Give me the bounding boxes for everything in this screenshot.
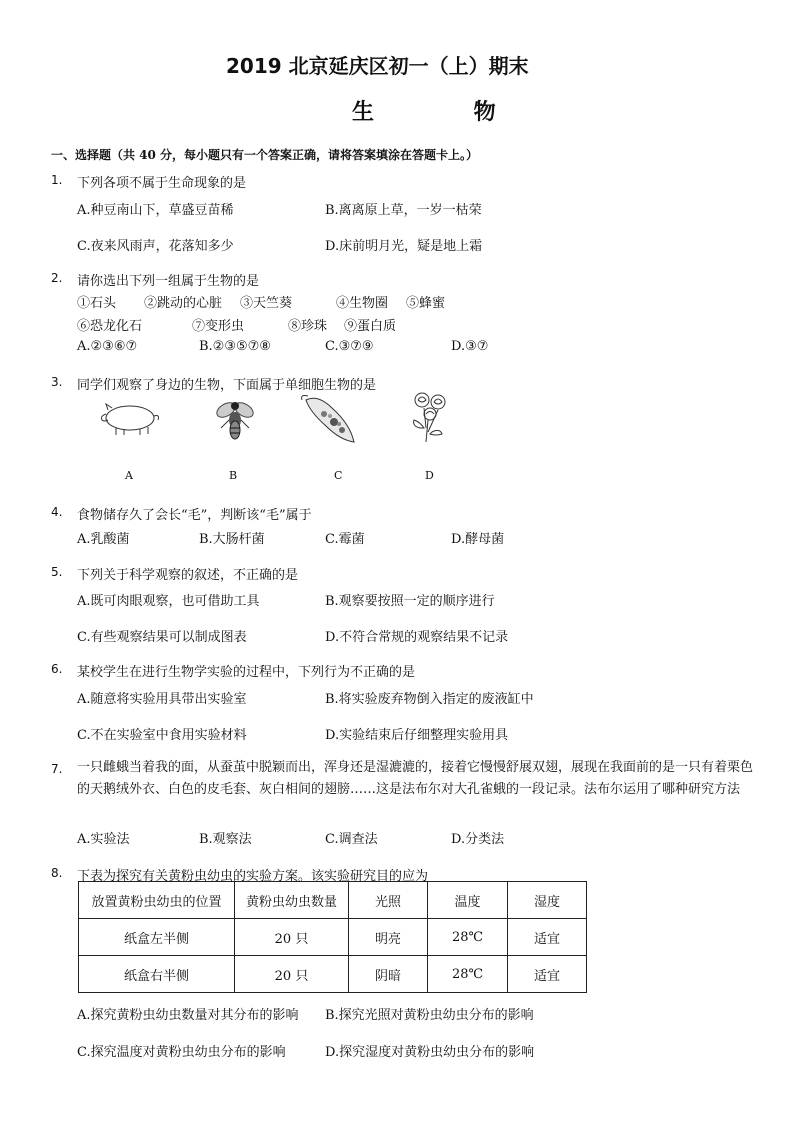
picture-label: D (425, 469, 434, 482)
option-b: B.观察要按照一定的顺序进行 (325, 594, 495, 609)
table-cell: 纸盒右半侧 (79, 956, 235, 993)
item: ⑨蛋白质 (344, 319, 397, 334)
table-cell: 适宜 (508, 956, 587, 993)
picture-label: B (229, 469, 238, 482)
item: ②跳动的心脏 (144, 296, 223, 311)
option-a: A.既可肉眼观察，也可借助工具 (77, 594, 260, 609)
question-number: 2. (51, 271, 63, 285)
question-number: 3. (51, 375, 63, 389)
option-b: B.观察法 (199, 832, 252, 847)
item: ⑥恐龙化石 (77, 319, 143, 334)
table-header-row (79, 882, 587, 919)
question-stem: 一只雌蛾当着我的面，从蚕茧中脱颖而出，浑身还是湿漉漉的，接着它慢慢舒展双翅，展现在我面前的是一只有着栗色的天鹅绒外衣、白色的皮毛套、灰白相间的翅膀……这是法布尔对大孔雀蛾的一段记录。法布尔运用了哪种研究方法 (77, 760, 754, 797)
question-stem: 某校学生在进行生物学实验的过程中，下列行为不正确的是 (77, 665, 416, 680)
table-header-cell: 黄粉虫幼虫数量 (235, 882, 349, 919)
item: ④生物圈 (336, 296, 389, 311)
table-header-cell: 温度 (428, 882, 508, 919)
pig-icon (96, 398, 168, 438)
table-cell: 纸盒左半侧 (79, 919, 235, 956)
option-d: D.分类法 (451, 832, 505, 847)
question-number: 5. (51, 565, 63, 579)
question-stem: 下表为探究有关黄粉虫幼虫的实验方案。该实验研究目的应为 (77, 869, 429, 884)
option-d: D.不符合常规的观察结果不记录 (325, 630, 509, 645)
option-c: C.调查法 (325, 832, 378, 847)
option-a: A.②③⑥⑦ (77, 339, 138, 354)
table-cell: 28℃ (428, 919, 508, 956)
option-d: D.③⑦ (451, 339, 489, 354)
question-stem: 同学们观察了身边的生物，下面属于单细胞生物的是 (77, 378, 377, 393)
question-stem: 请你选出下列一组属于生物的是 (77, 274, 260, 289)
table-cell: 明亮 (349, 919, 428, 956)
option-a: A.随意将实验用具带出实验室 (77, 692, 247, 707)
option-c: C.霉菌 (325, 532, 365, 547)
option-c: C.夜来风雨声，花落知多少 (77, 239, 234, 254)
section-heading: 一、选择题（共 40 分，每小题只有一个答案正确，请将答案填涂在答题卡上。） (51, 148, 479, 162)
page-title: 2019 北京延庆区初一（上）期末 (226, 54, 529, 78)
picture-label: A (125, 469, 133, 482)
option-a: A.种豆南山下，草盛豆苗稀 (77, 203, 234, 218)
option-a: A.探究黄粉虫幼虫数量对其分布的影响 (77, 1008, 299, 1023)
table-cell: 适宜 (508, 919, 587, 956)
option-c: C.不在实验室中食用实验材料 (77, 728, 247, 743)
table-cell: 28℃ (428, 956, 508, 993)
table-cell: 阴暗 (349, 956, 428, 993)
table-cell: 20 只 (235, 956, 349, 993)
option-c: C.③⑦⑨ (325, 339, 374, 354)
option-a: A.乳酸菌 (77, 532, 130, 547)
option-b: B.探究光照对黄粉虫幼虫分布的影响 (325, 1008, 534, 1023)
item: ⑦变形虫 (192, 319, 245, 334)
question-number: 6. (51, 662, 63, 676)
item: ③天竺葵 (240, 296, 293, 311)
question-stem: 下列各项不属于生命现象的是 (77, 176, 247, 191)
question-number: 1. (51, 173, 63, 187)
question-number: 4. (51, 505, 63, 519)
table-row (79, 956, 587, 993)
table-header-cell: 湿度 (508, 882, 587, 919)
item: ⑧珍珠 (288, 319, 328, 334)
question-stem: 食物储存久了会长“毛”，判断该“毛”属于 (77, 508, 312, 523)
question-number: 7. (51, 762, 63, 776)
option-b: B.将实验废弃物倒入指定的废液缸中 (325, 692, 534, 707)
item: ①石头 (77, 296, 117, 311)
option-c: C.有些观察结果可以制成图表 (77, 630, 247, 645)
option-b: B.大肠杆菌 (199, 532, 265, 547)
question-number: 8. (51, 866, 63, 880)
item: ⑤蜂蜜 (406, 296, 446, 311)
table-header-cell: 放置黄粉虫幼虫的位置 (79, 882, 235, 919)
rose-icon (402, 388, 454, 444)
subject-title: 生 物 (352, 100, 542, 125)
question-stem: 下列关于科学观察的叙述，不正确的是 (77, 568, 299, 583)
option-b: B.离离原上草，一岁一枯荣 (325, 203, 482, 218)
bee-icon (212, 396, 258, 444)
table-header-cell: 光照 (349, 882, 428, 919)
experiment-table (78, 881, 587, 993)
euglena-icon (294, 392, 364, 446)
option-b: B.②③⑤⑦⑧ (199, 339, 271, 354)
table-row (79, 919, 587, 956)
option-c: C.探究温度对黄粉虫幼虫分布的影响 (77, 1045, 286, 1060)
option-a: A.实验法 (77, 832, 130, 847)
option-d: D.床前明月光，疑是地上霜 (325, 239, 483, 254)
option-d: D.酵母菌 (451, 532, 505, 547)
table-cell: 20 只 (235, 919, 349, 956)
picture-label: C (334, 469, 343, 482)
option-d: D.实验结束后仔细整理实验用具 (325, 728, 509, 743)
option-d: D.探究湿度对黄粉虫幼虫分布的影响 (325, 1045, 535, 1060)
